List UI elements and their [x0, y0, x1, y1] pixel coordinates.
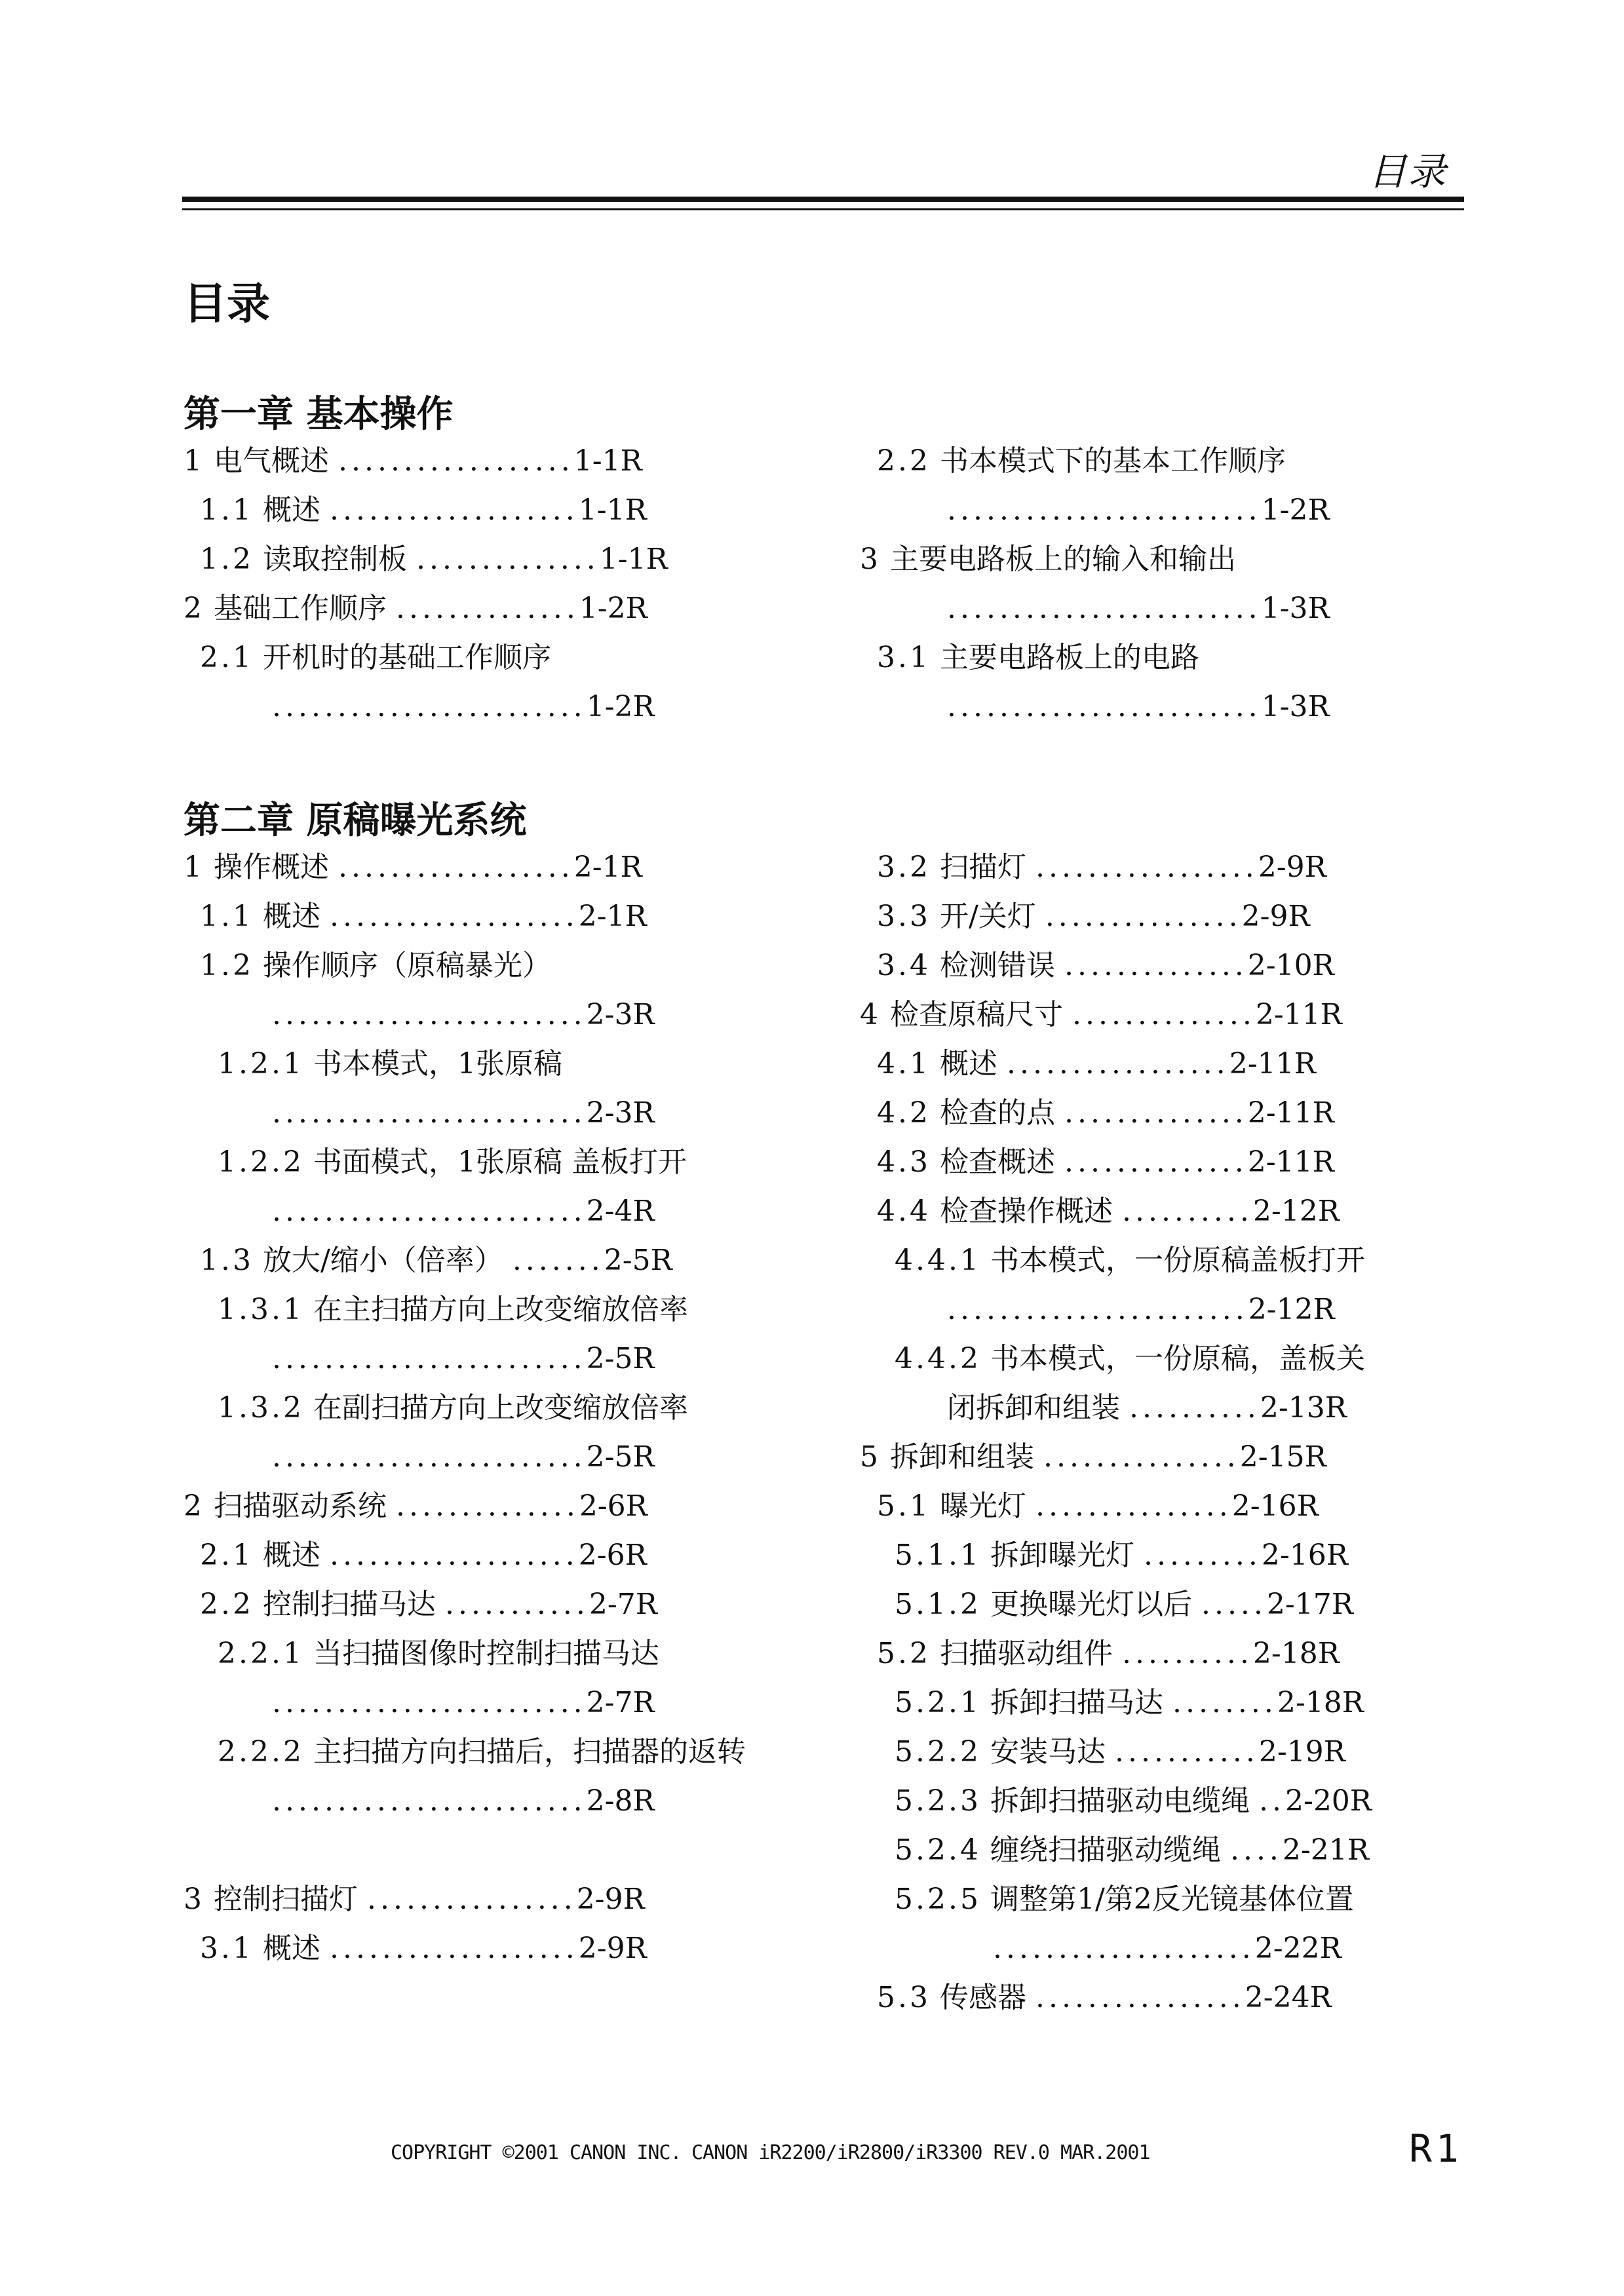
toc-entry[interactable]: [895, 1590, 1353, 1619]
entry-number: 4.2: [877, 1096, 931, 1130]
toc-entry-continuation[interactable]: [272, 1096, 655, 1130]
entry-leader: .................: [1006, 1047, 1229, 1081]
entry-number: 5: [860, 1440, 881, 1474]
entry-number: 5.2.5: [895, 1883, 981, 1916]
entry-number: 1.3.1: [218, 1293, 304, 1326]
entry-page: 2-11R: [1247, 1096, 1334, 1130]
entry-number: 1.2: [200, 949, 254, 982]
toc-entry[interactable]: [877, 643, 1199, 672]
entry-title: 操作顺序（原稿暴光）: [262, 949, 551, 982]
entry-number: 2.2.1: [218, 1637, 304, 1670]
entry-page: 2-6R: [578, 1539, 647, 1572]
toc-entry[interactable]: [218, 1639, 659, 1668]
entry-number: 1.1: [200, 900, 254, 933]
entry-page: 2-5R: [604, 1244, 672, 1277]
toc-entry[interactable]: [218, 1295, 688, 1324]
entry-number: 2.1: [200, 1539, 254, 1572]
toc-entry[interactable]: [877, 444, 1286, 478]
entry-leader: ..................: [338, 851, 574, 884]
entry-number: 5.1.2: [895, 1588, 981, 1621]
toc-entry[interactable]: [877, 902, 1310, 931]
entry-leader: ..............: [396, 1489, 579, 1523]
toc-entry[interactable]: [860, 1440, 1326, 1474]
toc-entry-continuation[interactable]: [272, 1440, 655, 1474]
entry-leader: ....................: [993, 1932, 1255, 1965]
toc-entry[interactable]: [218, 1145, 687, 1179]
toc-entry-continuation[interactable]: [947, 493, 1330, 527]
entry-title: 检查原稿尺寸: [890, 998, 1063, 1031]
entry-title: 开/关灯: [939, 900, 1036, 933]
toc-entry[interactable]: [184, 594, 648, 623]
entry-leader: ..............: [1072, 998, 1256, 1031]
entry-title: 开机时的基础工作顺序: [262, 641, 551, 674]
entry-leader: ..........: [1121, 1195, 1253, 1228]
entry-leader: .................: [1035, 851, 1258, 884]
entry-title: 书本模式下的基本工作顺序: [939, 444, 1286, 478]
toc-entry-continuation[interactable]: [272, 1342, 655, 1375]
toc-entry[interactable]: [218, 1047, 562, 1081]
entry-leader: ........: [1172, 1686, 1277, 1719]
entry-number: 3: [860, 543, 881, 576]
entry-title: 控制扫描灯: [214, 1883, 358, 1916]
toc-entry[interactable]: [877, 1983, 1332, 2012]
entry-title: 当扫描图像时控制扫描马达: [313, 1637, 659, 1670]
entry-number: 5.2.1: [895, 1686, 981, 1719]
toc-entry[interactable]: [877, 1197, 1340, 1226]
entry-title: 安装马达: [990, 1735, 1106, 1769]
entry-title: 概述: [262, 900, 320, 933]
toc-entry[interactable]: [895, 1246, 1365, 1275]
entry-title: 放大/缩小（倍率）: [262, 1244, 503, 1277]
entry-page: 2-21R: [1282, 1833, 1369, 1867]
entry-page: 2-16R: [1231, 1489, 1319, 1523]
entry-number: 4.3: [877, 1145, 931, 1179]
toc-entry[interactable]: [895, 1885, 1354, 1914]
entry-leader: .........: [1143, 1539, 1262, 1572]
toc-entry[interactable]: [218, 1735, 746, 1769]
toc-entry-continuation[interactable]: [947, 1391, 1347, 1425]
toc-entry[interactable]: [895, 1686, 1364, 1719]
entry-leader: ..............: [396, 592, 579, 625]
entry-title: 检查的点: [939, 1096, 1055, 1130]
entry-number: 4.4.1: [895, 1244, 981, 1277]
entry-leader: .....: [1201, 1588, 1267, 1621]
entry-page: 2-16R: [1261, 1539, 1348, 1572]
toc-entry[interactable]: [200, 1934, 647, 1963]
entry-number: 3.1: [877, 641, 931, 674]
toc-entry[interactable]: [877, 1489, 1319, 1523]
toc-entry[interactable]: [200, 493, 647, 527]
entry-page: 1-2R: [586, 690, 655, 723]
entry-page: 2-15R: [1239, 1440, 1326, 1474]
entry-number: 1.3.2: [218, 1391, 304, 1425]
entry-page: 2-8R: [586, 1784, 655, 1818]
entry-leader: ...........: [444, 1588, 589, 1621]
entry-title: 书本模式，1张原稿: [313, 1047, 562, 1081]
entry-title: 书本模式，一份原稿盖板打开: [990, 1244, 1365, 1277]
entry-title: 电气概述: [214, 444, 329, 478]
entry-number: 2.1: [200, 641, 254, 674]
entry-leader: ........................: [947, 690, 1262, 723]
entry-number: 5.2: [877, 1637, 931, 1670]
entry-leader: .......................: [947, 1293, 1248, 1326]
entry-leader: ..........: [1129, 1391, 1260, 1425]
entry-leader: ................: [367, 1883, 577, 1916]
entry-title: 基础工作顺序: [214, 592, 387, 625]
toc-entry-continuation[interactable]: [272, 1784, 655, 1818]
entry-number: 1.2.1: [218, 1047, 304, 1081]
entry-leader: ...................: [329, 1932, 579, 1965]
toc-entry-continuation[interactable]: [272, 690, 655, 723]
entry-number: 4.4.2: [895, 1342, 981, 1375]
toc-entry-continuation[interactable]: [947, 1295, 1335, 1324]
entry-title: 扫描灯: [939, 851, 1026, 884]
entry-page: 2-22R: [1254, 1932, 1342, 1965]
entry-page: 2-24R: [1245, 1981, 1332, 2014]
entry-leader: ................: [1035, 1981, 1245, 2014]
entry-leader: ..............: [416, 543, 600, 576]
entry-number: 2: [184, 1489, 204, 1523]
chapter-title: 第一章 基本操作: [184, 393, 454, 436]
entry-number: 5.2.3: [895, 1784, 981, 1818]
entry-title: 操作概述: [214, 851, 329, 884]
entry-number: 3.3: [877, 900, 931, 933]
entry-leader: ...................: [329, 493, 579, 527]
entry-leader: ...............: [1043, 1440, 1240, 1474]
entry-number: 5.1: [877, 1489, 931, 1523]
entry-page: 2-1R: [578, 900, 647, 933]
entry-leader: ..: [1258, 1784, 1285, 1818]
toc-entry[interactable]: [895, 1784, 1372, 1818]
entry-number: 3.1: [200, 1932, 254, 1965]
entry-title: 曝光灯: [939, 1489, 1026, 1523]
entry-page: 2-11R: [1229, 1047, 1316, 1081]
toc-entry[interactable]: [895, 1735, 1345, 1769]
footer-model: CANON iR2200/iR2800/iR3300 REV.0 MAR.2001: [691, 2141, 1150, 2164]
entry-number: 5.2.2: [895, 1735, 981, 1769]
toc-entry[interactable]: [895, 1541, 1348, 1570]
chapter-title: 第二章 原稿曝光系统: [184, 799, 527, 842]
entry-title: 概述: [262, 1539, 320, 1572]
entry-number: 2: [184, 592, 204, 625]
entry-number: 3: [184, 1883, 204, 1916]
entry-leader: ...........: [1114, 1735, 1259, 1769]
entry-leader: ........................: [272, 998, 587, 1031]
toc-entry[interactable]: [877, 951, 1334, 980]
toc-entry[interactable]: [200, 1246, 672, 1275]
entry-page: 1-2R: [1261, 493, 1330, 527]
entry-page: 2-19R: [1258, 1735, 1345, 1769]
entry-page: 2-10R: [1247, 949, 1334, 982]
entry-page: 2-9R: [576, 1883, 645, 1916]
toc-entry-continuation[interactable]: [947, 594, 1330, 623]
toc-entry[interactable]: [200, 951, 551, 980]
entry-title: 拆卸曝光灯: [990, 1539, 1134, 1572]
entry-leader: .......: [512, 1244, 604, 1277]
entry-page: 2-18R: [1252, 1637, 1340, 1670]
entry-number: 1: [184, 851, 204, 884]
entry-title: 传感器: [939, 1981, 1026, 2014]
entry-page: 2-13R: [1260, 1391, 1347, 1425]
toc-entry[interactable]: [184, 853, 642, 882]
entry-number: 5.1.1: [895, 1539, 981, 1572]
entry-page: 2-7R: [586, 1686, 655, 1719]
toc-entry[interactable]: [877, 1047, 1316, 1081]
entry-number: 2.2: [877, 444, 931, 478]
entry-number: 5.2.4: [895, 1833, 981, 1867]
entry-leader: ...............: [1045, 900, 1242, 933]
toc-entry[interactable]: [860, 998, 1342, 1031]
entry-page: 2-20R: [1285, 1784, 1372, 1818]
entry-leader: ........................: [272, 1784, 587, 1818]
toc-entry[interactable]: [877, 1639, 1340, 1668]
page-title: 目录: [184, 278, 270, 329]
entry-leader: ..............: [1064, 949, 1248, 982]
page-number: R1: [1409, 2126, 1463, 2171]
entry-number: 2.2.2: [218, 1735, 304, 1769]
header-rule-thin: [182, 208, 1464, 210]
toc-entry[interactable]: [200, 643, 551, 672]
toc-entry[interactable]: [895, 1833, 1369, 1867]
entry-title: 概述: [262, 1932, 320, 1965]
entry-leader: ..............: [1064, 1096, 1248, 1130]
entry-title: 概述: [939, 1047, 997, 1081]
entry-title: 主要电路板上的电路: [939, 641, 1199, 674]
entry-page: 2-9R: [1258, 851, 1326, 884]
entry-leader: ..................: [338, 444, 574, 478]
entry-title: 读取控制板: [262, 543, 407, 576]
toc-entry[interactable]: [200, 902, 647, 931]
toc-entry[interactable]: [860, 545, 1236, 574]
header-rule: [182, 197, 1464, 202]
entry-leader: ..............: [1064, 1145, 1248, 1179]
entry-title: 缠绕扫描驱动缆绳: [990, 1833, 1221, 1867]
entry-title: 检查操作概述: [939, 1195, 1113, 1228]
entry-page: 2-17R: [1266, 1588, 1353, 1621]
entry-number: 1.3: [200, 1244, 254, 1277]
entry-title: 闭拆卸和组装: [947, 1391, 1120, 1425]
toc-entry[interactable]: [184, 1489, 648, 1523]
entry-page: 1-3R: [1261, 690, 1330, 723]
entry-leader: ........................: [272, 690, 587, 723]
entry-title: 主扫描方向扫描后，扫描器的返转: [313, 1735, 746, 1769]
entry-title: 书面模式，1张原稿 盖板打开: [313, 1145, 687, 1179]
entry-page: 1-1R: [578, 493, 647, 527]
entry-page: 2-6R: [579, 1489, 648, 1523]
entry-leader: ........................: [272, 1096, 587, 1130]
entry-title: 扫描驱动系统: [214, 1489, 387, 1523]
entry-leader: ..........: [1121, 1637, 1253, 1670]
entry-page: 2-9R: [578, 1932, 647, 1965]
entry-title: 主要电路板上的输入和输出: [890, 543, 1236, 576]
entry-title: 在副扫描方向上改变缩放倍率: [313, 1391, 688, 1425]
entry-page: 2-12R: [1252, 1195, 1340, 1228]
entry-page: 2-5R: [586, 1342, 655, 1375]
toc-entry-continuation[interactable]: [272, 998, 655, 1031]
entry-leader: ........................: [947, 493, 1262, 527]
toc-entry[interactable]: [218, 1391, 688, 1425]
entry-number: 1: [184, 444, 204, 478]
entry-leader: ....: [1229, 1833, 1283, 1867]
footer-copyright: COPYRIGHT ©2001 CANON INC.: [391, 2141, 682, 2164]
entry-title: 调整第1/第2反光镜基体位置: [990, 1883, 1354, 1916]
entry-page: 2-7R: [589, 1588, 657, 1621]
entry-leader: ........................: [272, 1440, 587, 1474]
entry-title: 检查概述: [939, 1145, 1055, 1179]
entry-page: 2-18R: [1277, 1686, 1364, 1719]
entry-number: 2.2: [200, 1588, 254, 1621]
entry-number: 4.4: [877, 1195, 931, 1228]
entry-title: 拆卸扫描马达: [990, 1686, 1163, 1719]
entry-title: 拆卸扫描驱动电缆绳: [990, 1784, 1250, 1818]
entry-leader: ...............: [1035, 1489, 1232, 1523]
entry-page: 1-1R: [599, 543, 668, 576]
entry-number: 1.2.2: [218, 1145, 304, 1179]
entry-page: 2-12R: [1248, 1293, 1335, 1326]
entry-page: 2-1R: [573, 851, 642, 884]
entry-leader: ...................: [329, 900, 579, 933]
entry-page: 2-5R: [586, 1440, 655, 1474]
entry-page: 2-3R: [586, 1096, 655, 1130]
toc-entry-continuation[interactable]: [947, 690, 1330, 723]
entry-page: 1-3R: [1261, 592, 1330, 625]
entry-title: 在主扫描方向上改变缩放倍率: [313, 1293, 688, 1326]
entry-number: 1.2: [200, 543, 254, 576]
toc-entry[interactable]: [895, 1342, 1365, 1375]
toc-entry[interactable]: [184, 444, 642, 478]
entry-leader: ........................: [947, 592, 1262, 625]
entry-page: 2-11R: [1255, 998, 1342, 1031]
entry-title: 扫描驱动组件: [939, 1637, 1113, 1670]
entry-title: 概述: [262, 493, 320, 527]
entry-leader: ........................: [272, 1342, 587, 1375]
entry-title: 检测错误: [939, 949, 1055, 982]
header-title: 目录: [1368, 149, 1447, 194]
entry-leader: ........................: [272, 1686, 587, 1719]
entry-page: 2-4R: [586, 1195, 655, 1228]
entry-leader: ...................: [329, 1539, 579, 1572]
entry-title: 拆卸和组装: [890, 1440, 1034, 1474]
toc-entry[interactable]: [877, 1096, 1334, 1130]
entry-leader: ........................: [272, 1195, 587, 1228]
entry-title: 书本模式，一份原稿，盖板关: [990, 1342, 1365, 1375]
toc-entry[interactable]: [200, 1590, 657, 1619]
entry-page: 2-9R: [1241, 900, 1310, 933]
entry-number: 3.2: [877, 851, 931, 884]
toc-entry-continuation[interactable]: [272, 1686, 655, 1719]
entry-title: 控制扫描马达: [262, 1588, 436, 1621]
entry-page: 2-3R: [586, 998, 655, 1031]
toc-entry[interactable]: [200, 1541, 647, 1570]
entry-number: 5.3: [877, 1981, 931, 2014]
toc-entry[interactable]: [877, 853, 1326, 882]
entry-number: 1.1: [200, 493, 254, 527]
toc-entry[interactable]: [184, 1885, 645, 1914]
entry-number: 3.4: [877, 949, 931, 982]
entry-page: 1-1R: [573, 444, 642, 478]
toc-entry-continuation[interactable]: [272, 1197, 655, 1226]
entry-title: 更换曝光灯以后: [990, 1588, 1192, 1621]
entry-number: 4: [860, 998, 881, 1031]
toc-entry[interactable]: [200, 545, 668, 574]
toc-entry[interactable]: [877, 1145, 1334, 1179]
entry-number: 4.1: [877, 1047, 931, 1081]
entry-page: 1-2R: [579, 592, 648, 625]
entry-page: 2-11R: [1247, 1145, 1334, 1179]
toc-entry-continuation[interactable]: [993, 1934, 1342, 1963]
